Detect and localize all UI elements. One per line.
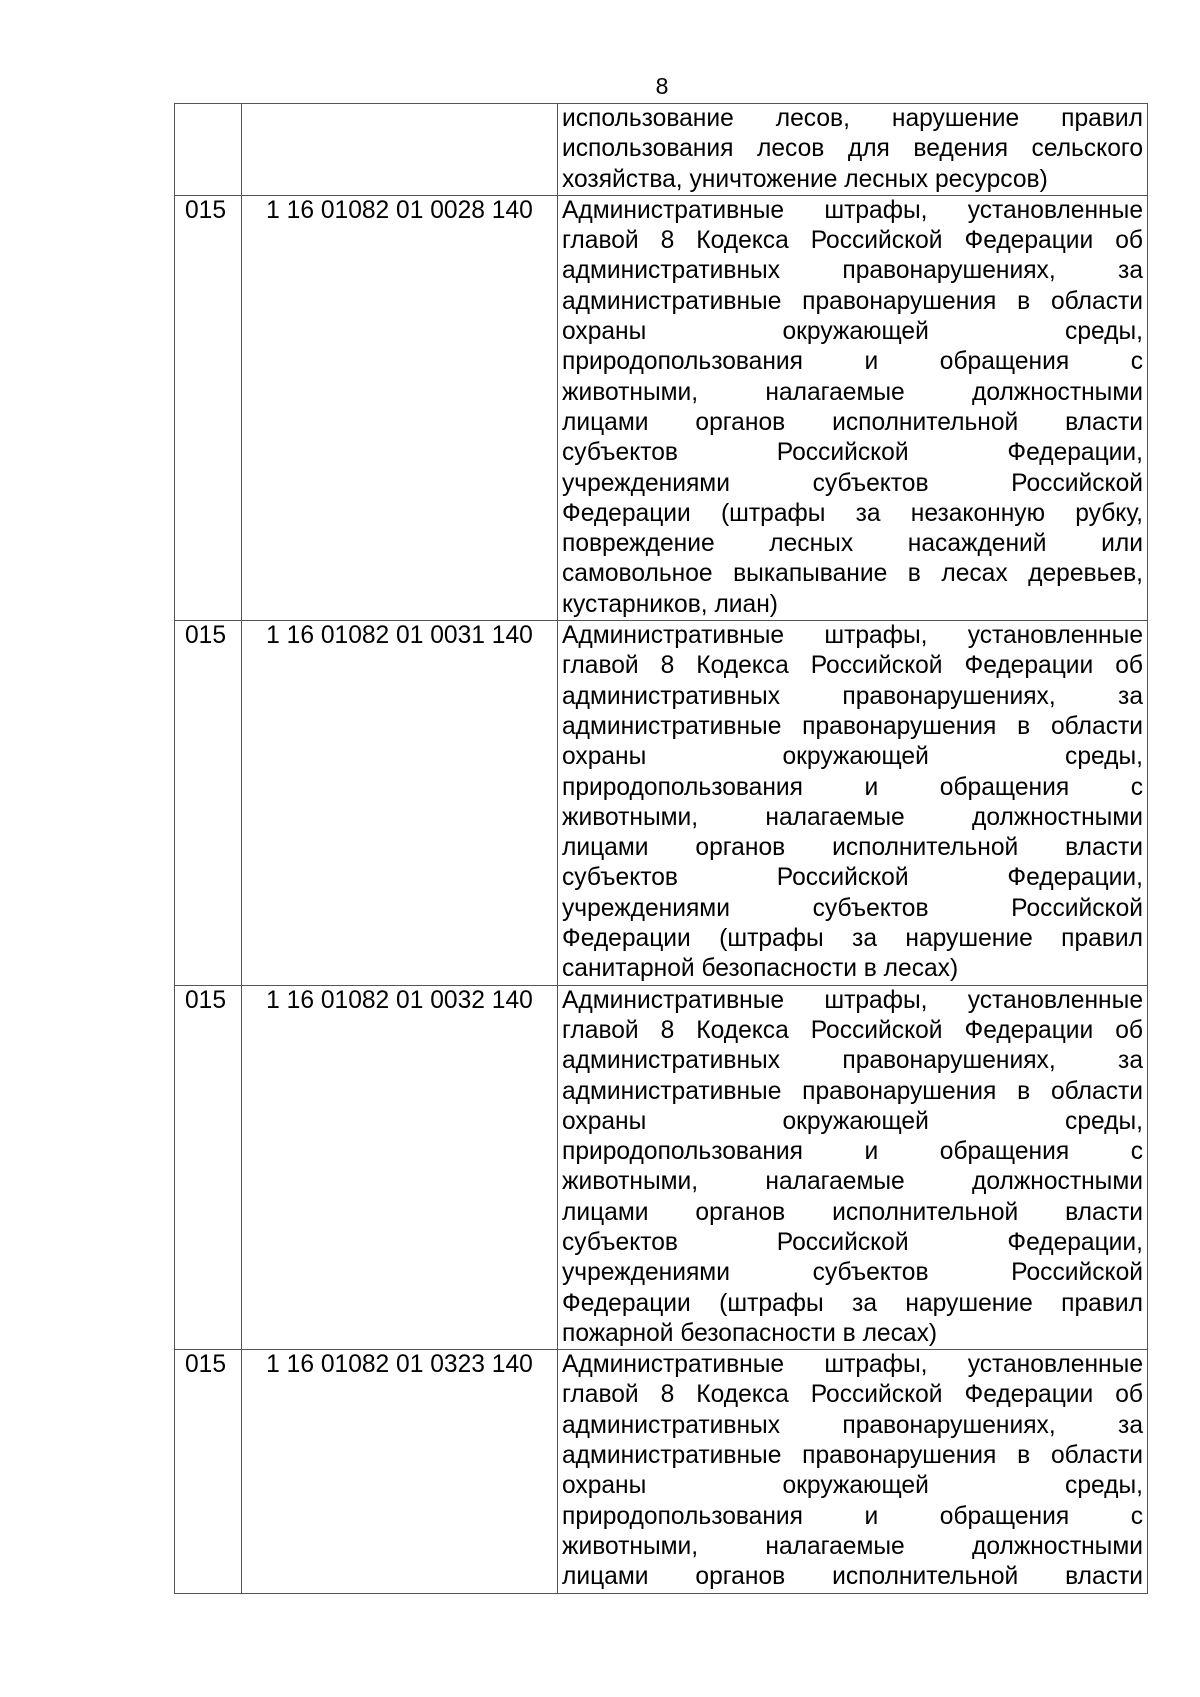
description-line: Федерации (штрафы за незаконную рубку, [562, 499, 1143, 527]
description-line: административные правонарушения в области [562, 1077, 1143, 1105]
description-line: охраны окружающей среды, [562, 1107, 1143, 1135]
description-line: использование лесов, нарушение правил [562, 105, 1143, 132]
description-line: административных правонарушениях, за [562, 682, 1143, 710]
description-line: административных правонарушениях, за [562, 1047, 1143, 1075]
description-line: учреждениями субъектов Российской [562, 894, 1143, 922]
description-line: природопользования и обращения с [562, 348, 1143, 376]
description-line: животными, налагаемые должностными [562, 378, 1143, 406]
description-line: лицами органов исполнительной власти [562, 834, 1143, 862]
table-row [175, 104, 1148, 196]
description-line: учреждениями субъектов Российской [562, 1259, 1143, 1287]
description-line: субъектов Российской Федерации, [562, 864, 1143, 892]
budget-codes-table [174, 103, 1148, 1594]
description-line: повреждение лесных насаждений или [562, 530, 1143, 558]
description-line: животными, налагаемые должностными [562, 803, 1143, 831]
description-line: охраны окружающей среды, [562, 743, 1143, 771]
description-line: главой 8 Кодекса Российской Федерации об [562, 227, 1143, 255]
description-line: Административные штрафы, установленные [562, 622, 1143, 650]
description-line: животными, налагаемые должностными [562, 1168, 1143, 1196]
description-line: главой 8 Кодекса Российской Федерации об [562, 652, 1143, 680]
description-line: главой 8 Кодекса Российской Федерации об [562, 1016, 1143, 1044]
description-line: субъектов Российской Федерации, [562, 1228, 1143, 1256]
description-line: пожарной безопасности в лесах) [562, 1319, 938, 1347]
description-line: Федерации (штрафы за нарушение правил [562, 1289, 1143, 1317]
admin-code-cell: 015 [175, 985, 242, 1350]
budget-classification-code-cell: 1 16 01082 01 0323 140 [242, 1350, 558, 1593]
page-number: 8 [655, 73, 669, 99]
description-line: Административные штрафы, установленные [562, 196, 1143, 224]
description-line: охраны окружающей среды, [562, 1472, 1143, 1500]
budget-classification-code-cell: 1 16 01082 01 0028 140 [242, 195, 558, 620]
income-description-cell [558, 1350, 1148, 1593]
admin-code-cell: 015 [175, 195, 242, 620]
table-row [175, 1350, 1148, 1593]
description-line: использования лесов для ведения сельского [562, 135, 1143, 163]
description-line: санитарной безопасности в лесах) [562, 955, 959, 983]
income-description-cell [558, 985, 1148, 1350]
table-body [175, 104, 1148, 1594]
income-description-cell [558, 104, 1148, 196]
description-line: природопользования и обращения с [562, 773, 1143, 801]
description-line: лицами органов исполнительной власти [562, 1198, 1143, 1226]
description-line: административные правонарушения в области [562, 1442, 1143, 1470]
budget-classification-code-cell: 1 16 01082 01 0032 140 [242, 985, 558, 1350]
description-line: кустарников, лиан) [562, 590, 778, 618]
description-line: охраны окружающей среды, [562, 318, 1143, 346]
table-row [175, 985, 1148, 1350]
admin-code-cell: 015 [175, 1350, 242, 1593]
description-line: Административные штрафы, установленные [562, 1351, 1143, 1379]
description-line: лицами органов исполнительной власти [562, 408, 1143, 436]
description-line: главой 8 Кодекса Российской Федерации об [562, 1381, 1143, 1409]
table-row [175, 621, 1148, 986]
description-line: лицами органов исполнительной власти [562, 1563, 1143, 1591]
description-line: административные правонарушения в области [562, 287, 1143, 315]
income-description-cell [558, 195, 1148, 620]
budget-classification-code-cell [242, 104, 558, 196]
description-line: природопользования и обращения с [562, 1502, 1143, 1530]
description-line: хозяйства, уничтожение лесных ресурсов) [562, 165, 1048, 193]
table-row [175, 195, 1148, 620]
description-line: Федерации (штрафы за нарушение правил [562, 925, 1143, 953]
admin-code-cell [175, 104, 242, 196]
description-line: учреждениями субъектов Российской [562, 469, 1143, 497]
budget-classification-code-cell: 1 16 01082 01 0031 140 [242, 621, 558, 986]
description-line: административные правонарушения в области [562, 712, 1143, 740]
description-line: животными, налагаемые должностными [562, 1532, 1143, 1560]
description-line: Административные штрафы, установленные [562, 986, 1143, 1014]
description-line: природопользования и обращения с [562, 1138, 1143, 1166]
income-description-cell [558, 621, 1148, 986]
description-line: субъектов Российской Федерации, [562, 439, 1143, 467]
description-line: административных правонарушениях, за [562, 1411, 1143, 1439]
description-line: самовольное выкапывание в лесах деревьев, [562, 560, 1143, 588]
description-line: административных правонарушениях, за [562, 257, 1143, 285]
admin-code-cell: 015 [175, 621, 242, 986]
